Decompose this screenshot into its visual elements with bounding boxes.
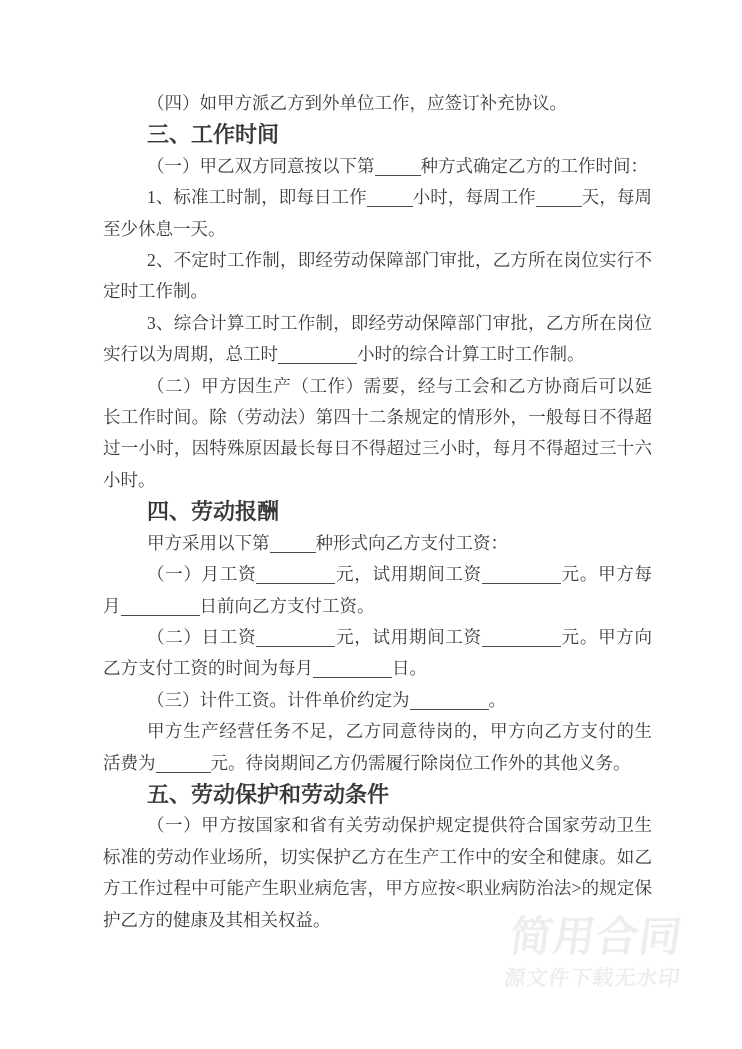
paragraph: [103, 622, 652, 685]
paragraph: [103, 151, 652, 182]
blank-underline-field: [410, 709, 489, 710]
paragraph: [103, 308, 652, 371]
text-run: 甲方生产经营任务不足，乙方同意待岗的，甲方向乙方支付的生活费为: [103, 721, 652, 773]
text-run: 日前向乙方支付工资。: [199, 595, 375, 616]
text-run: 日。: [392, 658, 427, 679]
paragraph: [103, 559, 652, 622]
text-run: 1、标准工时制，即每日工作: [147, 187, 367, 208]
blank-underline-field: [256, 646, 335, 647]
text-run: （三）计件工资。计件单价约定为: [147, 689, 410, 710]
text-run: 甲方采用以下第: [147, 532, 270, 553]
text-run: （一）甲方按国家和省有关劳动保护规定提供符合国家劳动卫生标准的劳动作业场所，切实保护乙方在生产工作中的安全和健康。如乙方工作过程中可能产生职业病危害，甲方应按<职业病防治法>的规定保护乙方的健康及其相关权益。: [103, 815, 652, 930]
watermark: [503, 914, 690, 991]
text-run: （一）月工资: [147, 564, 257, 585]
text-run: 元。甲方每月: [103, 564, 653, 616]
text-run: 三、工作时间: [147, 122, 280, 148]
text-run: 元。甲方向乙方支付工资的时间为每月: [103, 626, 653, 679]
blank-underline-field: [482, 583, 561, 584]
blank-underline-field: [121, 615, 200, 616]
section-heading: [103, 119, 652, 150]
text-run: （二）甲方因生产（工作）需要，经与工会和乙方协商后可以延长工作时间。除（劳动法）第四十二条规定的情形外，一般每日不得超过一小时，因特殊原因最长每日不得超过三小时，每月不得超过三十六小时。: [103, 375, 652, 490]
text-run: 元，试用期间工资: [335, 626, 482, 647]
paragraph: [103, 88, 652, 119]
blank-underline-field: [156, 772, 211, 773]
text-run: 种方式确定乙方的工作时间：: [420, 155, 648, 176]
text-run: 种形式向乙方支付工资：: [315, 532, 508, 553]
text-run: 3、综合计算工时工作制，即经劳动保障部门审批，乙方所在岗位实行以为周期，总工时: [103, 312, 652, 365]
watermark-brand-text: 简用合同: [506, 913, 686, 960]
text-run: （二）日工资: [147, 626, 257, 647]
paragraph: [103, 182, 652, 245]
blank-underline-field: [375, 175, 421, 176]
text-run: 小时，每周工作: [412, 187, 536, 208]
text-run: （一）甲乙双方同意按以下第: [147, 155, 375, 176]
watermark-subtitle: 源文件下载无水印: [502, 967, 682, 990]
blank-underline-field: [313, 677, 392, 678]
paragraph: [103, 716, 652, 779]
text-run: 五、劳动保护和劳动条件: [147, 781, 390, 807]
text-run: 小时的综合计算工时工作制。: [357, 344, 585, 365]
blank-underline-field: [278, 363, 357, 364]
text-run: 2、不定时工作制，即经劳动保障部门审批，乙方所在岗位实行不定时工作制。: [103, 250, 652, 302]
section-heading: [103, 779, 652, 810]
paragraph: [103, 685, 652, 716]
document-body: [103, 88, 652, 936]
text-run: 元。待岗期间乙方仍需履行除岗位工作外的其他义务。: [210, 752, 631, 773]
section-heading: [103, 496, 652, 527]
paragraph: [103, 245, 652, 308]
text-run: 天，每周至少休息一天。: [103, 187, 653, 239]
blank-underline-field: [482, 646, 561, 647]
blank-underline-field: [270, 552, 316, 553]
paragraph: [103, 528, 652, 559]
paragraph: [103, 371, 652, 497]
text-run: 四、劳动报酬: [147, 499, 280, 525]
blank-underline-field: [256, 583, 335, 584]
blank-underline-field: [536, 206, 582, 207]
text-run: 。: [488, 689, 506, 710]
blank-underline-field: [367, 206, 413, 207]
text-run: （四）如甲方派乙方到外单位工作，应签订补充协议。: [147, 93, 567, 113]
text-run: 元，试用期间工资: [335, 564, 482, 585]
